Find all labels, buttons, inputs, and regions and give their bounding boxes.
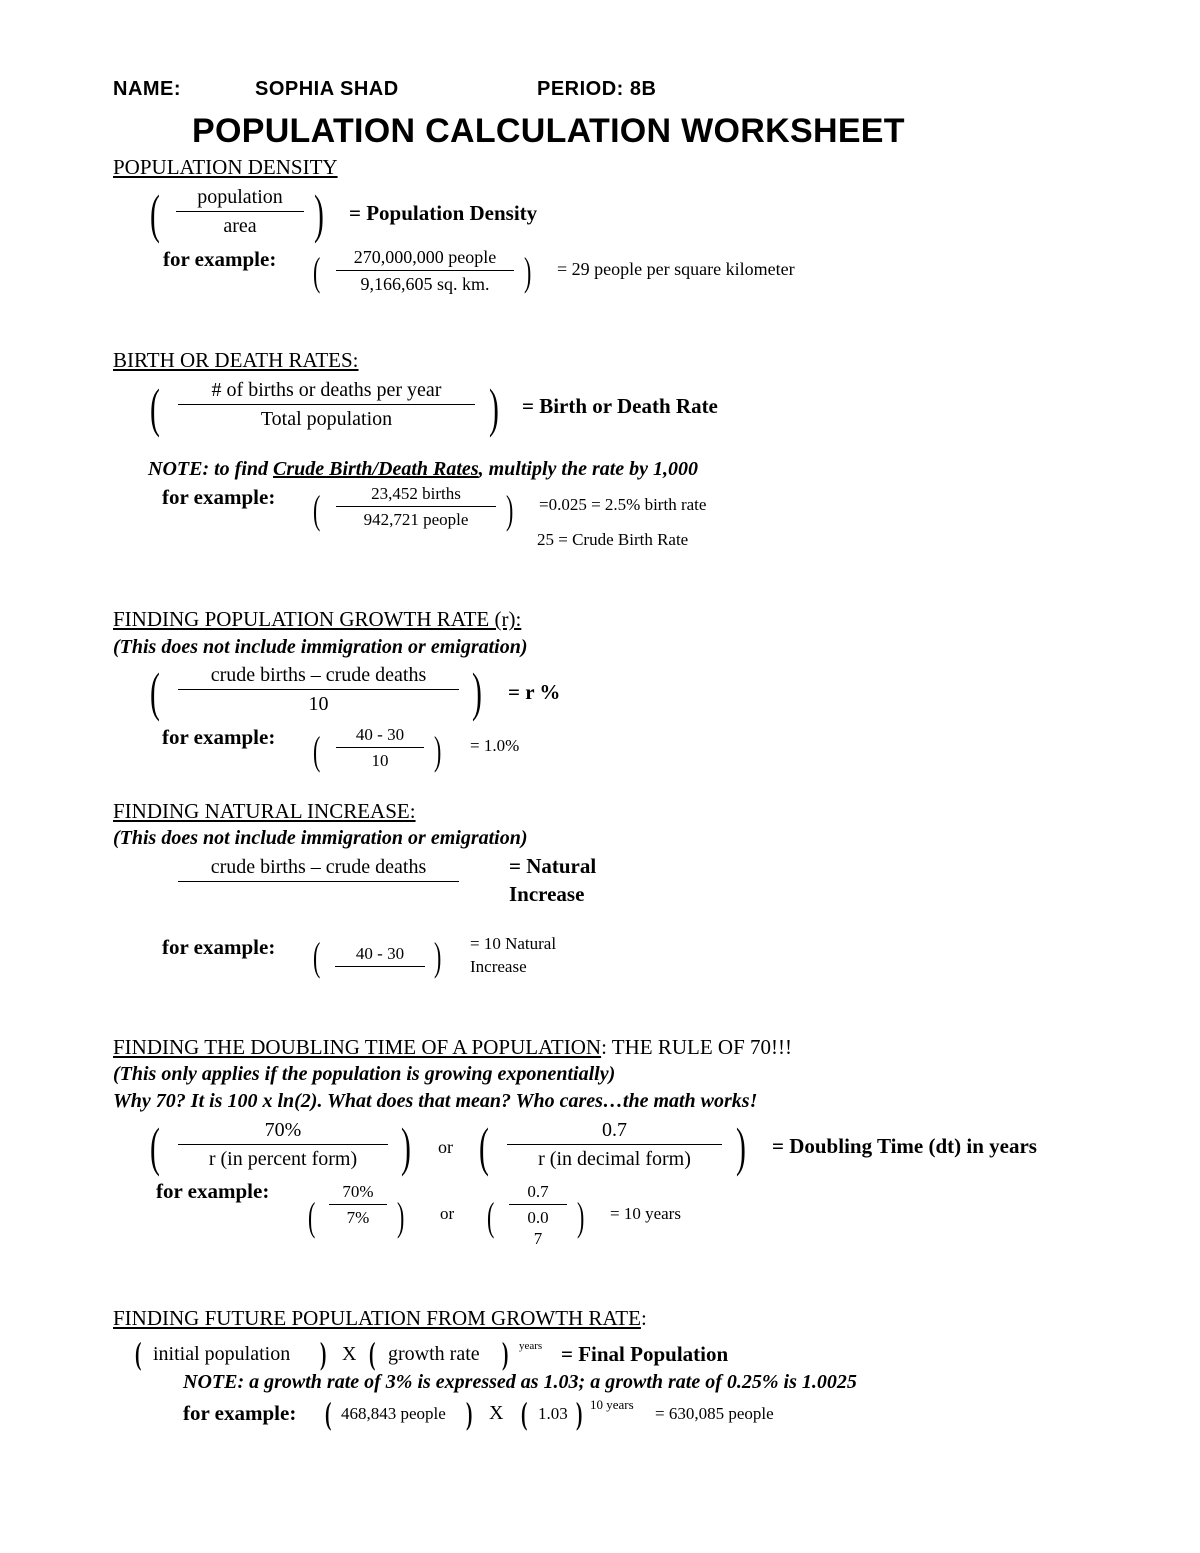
growth-formula-denominator: 10 [308,693,329,715]
growth-note: (This does not include immigration or emigration) [113,636,528,658]
density-example-result: = 29 people per square kilometer [557,259,795,279]
left-paren: ( [150,378,160,438]
left-paren: ( [487,1194,495,1239]
future-note: NOTE: a growth rate of 3% is expressed as 1.03; a growth rate of 0.25% is 1.0025 [183,1371,857,1393]
natural-note: (This does not include immigration or emigration) [113,827,528,849]
rates-formula-result: = Birth or Death Rate [522,394,718,418]
doubling-note-1: (This only applies if the population is growing exponentially) [113,1063,616,1085]
growth-formula-result: = r % [508,680,561,704]
density-example-numerator: 270,000,000 people [336,247,514,271]
left-paren: ( [308,1194,316,1239]
doubling-example-2-denominator-continued: 7 [533,1229,543,1248]
rates-note [148,459,698,479]
future-term-initial-population: initial population [153,1343,291,1365]
natural-formula-fraction [178,856,459,882]
right-paren: ) [576,1395,583,1431]
rates-example-numerator: 23,452 births [336,484,496,507]
student-name: SOPHIA SHAD [255,78,399,100]
doubling-example-2-numerator: 0.7 [509,1182,567,1205]
rates-heading: BIRTH OR DEATH RATES: [113,348,359,372]
doubling-formula-2-denominator: r (in decimal form) [538,1148,691,1170]
left-paren: ( [479,1117,489,1177]
natural-heading: FINDING NATURAL INCREASE: [113,799,416,823]
left-paren: ( [150,662,160,722]
right-paren: ) [401,1117,411,1177]
natural-example-result: = 10 Natural Increase [470,934,557,976]
density-example-fraction [336,247,514,295]
right-paren: ) [466,1395,473,1431]
rates-formula-numerator: # of births or deaths per year [178,379,475,405]
right-paren: ) [314,184,324,244]
future-times-symbol: X [342,1343,357,1365]
left-paren: ( [150,1117,160,1177]
rates-formula-denominator: Total population [260,408,393,430]
page-title: POPULATION CALCULATION WORKSHEET [192,112,905,150]
future-example-times-symbol: X [489,1402,504,1424]
left-paren: ( [313,249,321,294]
doubling-note-2: Why 70? It is 100 x ln(2). What does that mean? Who cares…the math works! [113,1090,758,1112]
density-formula-denominator: area [223,215,257,237]
left-paren: ( [313,487,321,532]
rates-example-result: =0.025 = 2.5% birth rate [539,495,707,514]
growth-example-result: = 1.0% [470,736,520,755]
left-paren: ( [150,184,160,244]
name-label: NAME: [113,78,182,100]
right-paren: ) [524,249,532,294]
rates-formula-fraction [178,379,475,431]
right-paren: ) [434,728,442,773]
future-formula-result: = Final Population [561,1342,729,1366]
future-example-exponent: 10 years [590,1397,634,1412]
natural-example-fraction [335,944,425,967]
growth-formula-fraction [178,664,459,716]
doubling-formula-1-numerator: 70% [178,1119,388,1145]
doubling-heading-suffix: : THE RULE OF 70!!! [601,1035,793,1059]
future-heading [113,1308,647,1329]
doubling-or-1: or [438,1137,453,1157]
right-paren: ) [577,1194,585,1239]
natural-example-numerator: 40 - 30 [335,944,425,967]
growth-example-label: for example: [162,725,276,749]
future-example-result: = 630,085 people [655,1404,774,1423]
rates-example-label: for example: [162,485,276,509]
future-term-growth-rate: growth rate [388,1343,480,1365]
doubling-example-result: = 10 years [610,1204,681,1223]
right-paren: ) [434,934,442,979]
left-paren: ( [135,1335,142,1371]
left-paren: ( [521,1395,528,1431]
doubling-example-2-fraction [509,1182,567,1249]
right-paren: ) [736,1117,746,1177]
doubling-example-2-denominator: 0.0 [527,1208,549,1227]
growth-example-denominator: 10 [371,751,389,770]
right-paren: ) [397,1194,405,1239]
right-paren: ) [489,378,499,438]
natural-example-label: for example: [162,935,276,959]
future-example-growth-rate: 1.03 [538,1404,568,1423]
right-paren: ) [502,1335,509,1371]
doubling-heading-text: FINDING THE DOUBLING TIME OF A POPULATION [113,1035,602,1059]
doubling-or-2: or [440,1204,455,1223]
doubling-formula-2-numerator: 0.7 [507,1119,722,1145]
density-heading: POPULATION DENSITY [113,155,338,179]
right-paren: ) [320,1335,327,1371]
doubling-formula-1-denominator: r (in percent form) [208,1148,358,1170]
density-formula-numerator: population [176,186,304,212]
density-example-denominator: 9,166,605 sq. km. [360,274,490,294]
doubling-example-1-fraction [329,1182,387,1228]
left-paren: ( [369,1335,376,1371]
rates-note-suffix: , multiply the rate by 1,000 [478,458,699,480]
doubling-formula-1-fraction [178,1119,388,1171]
doubling-example-label: for example: [156,1179,270,1203]
doubling-formula-2-fraction [507,1119,722,1171]
growth-heading: FINDING POPULATION GROWTH RATE (r): [113,607,522,631]
natural-formula-numerator: crude births – crude deaths [178,856,459,882]
rates-example-crude-rate: 25 = Crude Birth Rate [537,530,689,549]
rates-example-denominator: 942,721 people [363,510,469,529]
future-example-initial-population: 468,843 people [341,1404,446,1423]
left-paren: ( [325,1395,332,1431]
future-heading-suffix: : [640,1306,647,1330]
rates-note-prefix: NOTE: to find [148,458,273,480]
future-heading-text: FINDING FUTURE POPULATION FROM GROWTH RATE [113,1306,641,1330]
density-formula-fraction [176,186,304,238]
natural-formula-result: = Natural Increase [509,854,597,906]
future-example-label: for example: [183,1401,297,1425]
doubling-heading [113,1037,792,1058]
growth-example-fraction [336,725,424,771]
growth-example-numerator: 40 - 30 [336,725,424,748]
doubling-example-1-denominator: 7% [346,1208,370,1227]
density-example-label: for example: [163,247,277,271]
right-paren: ) [506,487,514,532]
left-paren: ( [313,934,321,979]
rates-example-fraction [336,484,496,530]
left-paren: ( [313,728,321,773]
density-formula-result: = Population Density [349,201,538,225]
doubling-formula-result: = Doubling Time (dt) in years [772,1134,1037,1158]
growth-formula-numerator: crude births – crude deaths [178,664,459,690]
rates-note-term: Crude Birth/Death Rates [273,458,479,480]
period-label: PERIOD: 8B [537,78,657,100]
right-paren: ) [472,662,482,722]
future-exponent: years [519,1340,543,1352]
doubling-example-1-numerator: 70% [329,1182,387,1205]
